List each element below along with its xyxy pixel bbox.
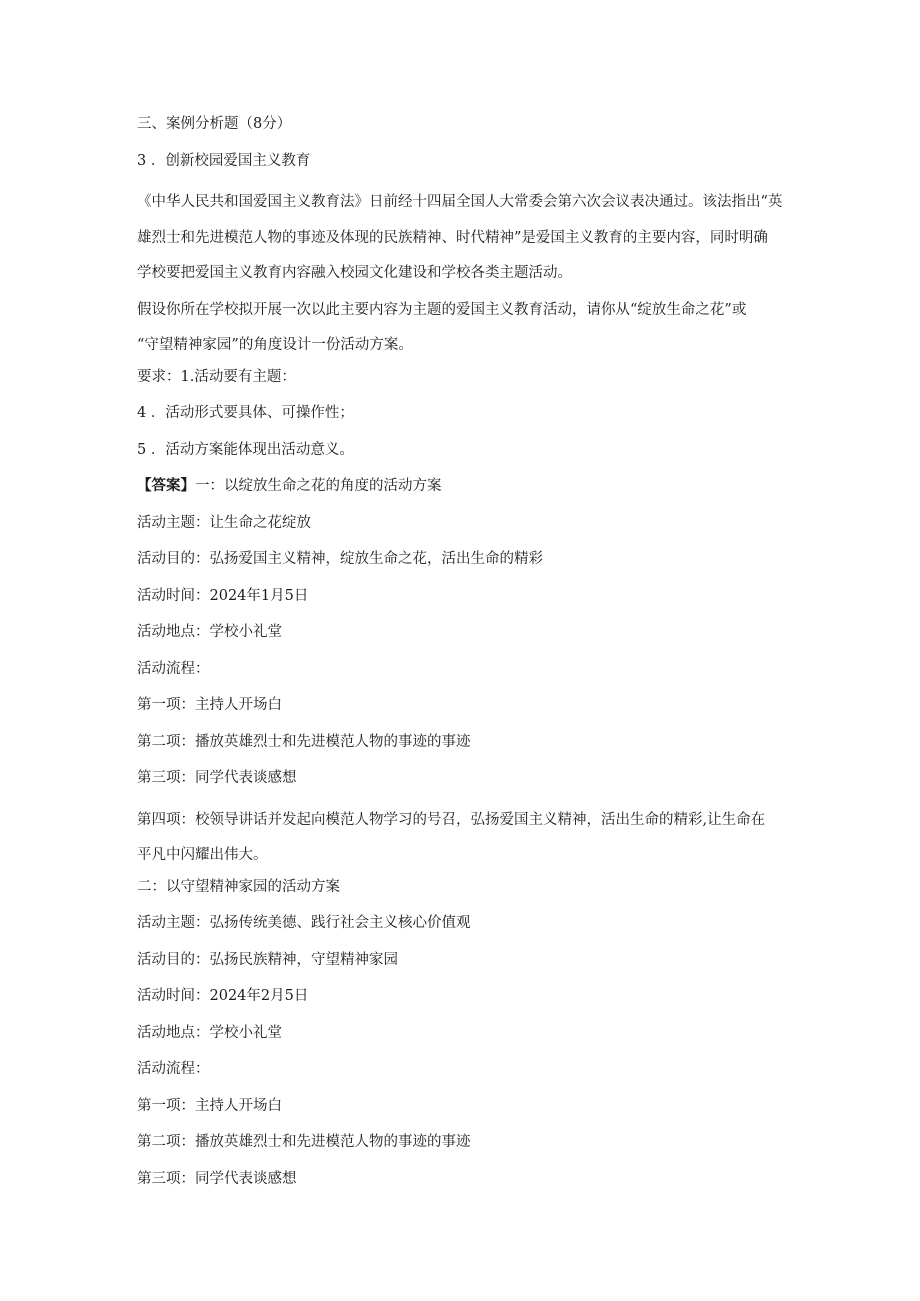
task-paragraph	[137, 293, 797, 364]
answer-heading	[137, 474, 797, 498]
task-line: 假设你所在学校拟开展一次以此主要内容为主题的爱国主义教育活动，请你从“绽放生命之花”或	[137, 301, 747, 318]
question-title: 3 ．创新校园爱国主义教育	[137, 152, 311, 169]
plan1-step4	[137, 803, 797, 874]
plan2-time: 活动时间：2024年2月5日	[137, 988, 309, 1004]
plan1-step: 第二项：播放英雄烈士和先进模范人物的事迹的事迹	[137, 733, 471, 750]
intro-line: 雄烈士和先进模范人物的事迹及体现的民族精神、时代精神”是爱国主义教育的主要内容，同时明确	[137, 229, 768, 246]
plan1-step4-line: 第四项：校领导讲话并发起向模范人物学习的号召，弘扬爱国主义精神，活出生命的精彩,让生命在	[137, 811, 766, 828]
plan1-place: 活动地点：学校小礼堂	[137, 624, 282, 640]
plan1-purpose: 活动目的：弘扬爱国主义精神，绽放生命之花，活出生命的精彩	[137, 551, 543, 567]
plan1-theme: 活动主题：让生命之花绽放	[137, 514, 311, 531]
answer-heading-text: 一：以绽放生命之花的角度的活动方案	[195, 478, 442, 494]
plan1-step4-line: 平凡中闪耀出伟大。	[137, 847, 268, 863]
plan2-heading: 二：以守望精神家园的活动方案	[137, 878, 340, 895]
plan2-process-label: 活动流程：	[137, 1061, 210, 1077]
plan1-step: 第三项：同学代表谈感想	[137, 770, 297, 786]
plan1-step: 第一项：主持人开场白	[137, 697, 282, 713]
requirement-item: 5 ．活动方案能体现出活动意义。	[137, 441, 354, 458]
requirement-item: 要求：1.活动要有主题：	[137, 368, 296, 385]
intro-paragraph	[137, 185, 797, 292]
intro-line: 《中华人民共和国爱国主义教育法》日前经十四届全国人大常委会第六次会议表决通过。该法指出“英	[137, 194, 783, 210]
plan2-place: 活动地点：学校小礼堂	[137, 1024, 282, 1041]
plan2-step: 第二项：播放英雄烈士和先进模范人物的事迹的事迹	[137, 1134, 471, 1150]
document-page	[137, 112, 797, 1203]
task-line: “守望精神家园”的角度设计一份活动方案。	[137, 337, 413, 353]
intro-line: 学校要把爱国主义教育内容融入校园文化建设和学校各类主题活动。	[137, 265, 572, 281]
plan2-step: 第一项：主持人开场白	[137, 1097, 282, 1114]
answer-label: 【答案】	[137, 477, 195, 494]
requirement-item: 4 ．活动形式要具体、可操作性；	[137, 405, 354, 421]
plan2-purpose: 活动目的：弘扬民族精神，守望精神家园	[137, 951, 398, 968]
plan2-step: 第三项：同学代表谈感想	[137, 1170, 297, 1187]
plan1-process-label: 活动流程：	[137, 660, 210, 677]
section-title: 三、案例分析题（8分）	[137, 116, 292, 132]
plan2-theme: 活动主题：弘扬传统美德、践行社会主义核心价值观	[137, 915, 471, 931]
plan1-time: 活动时间：2024年1月5日	[137, 587, 309, 604]
